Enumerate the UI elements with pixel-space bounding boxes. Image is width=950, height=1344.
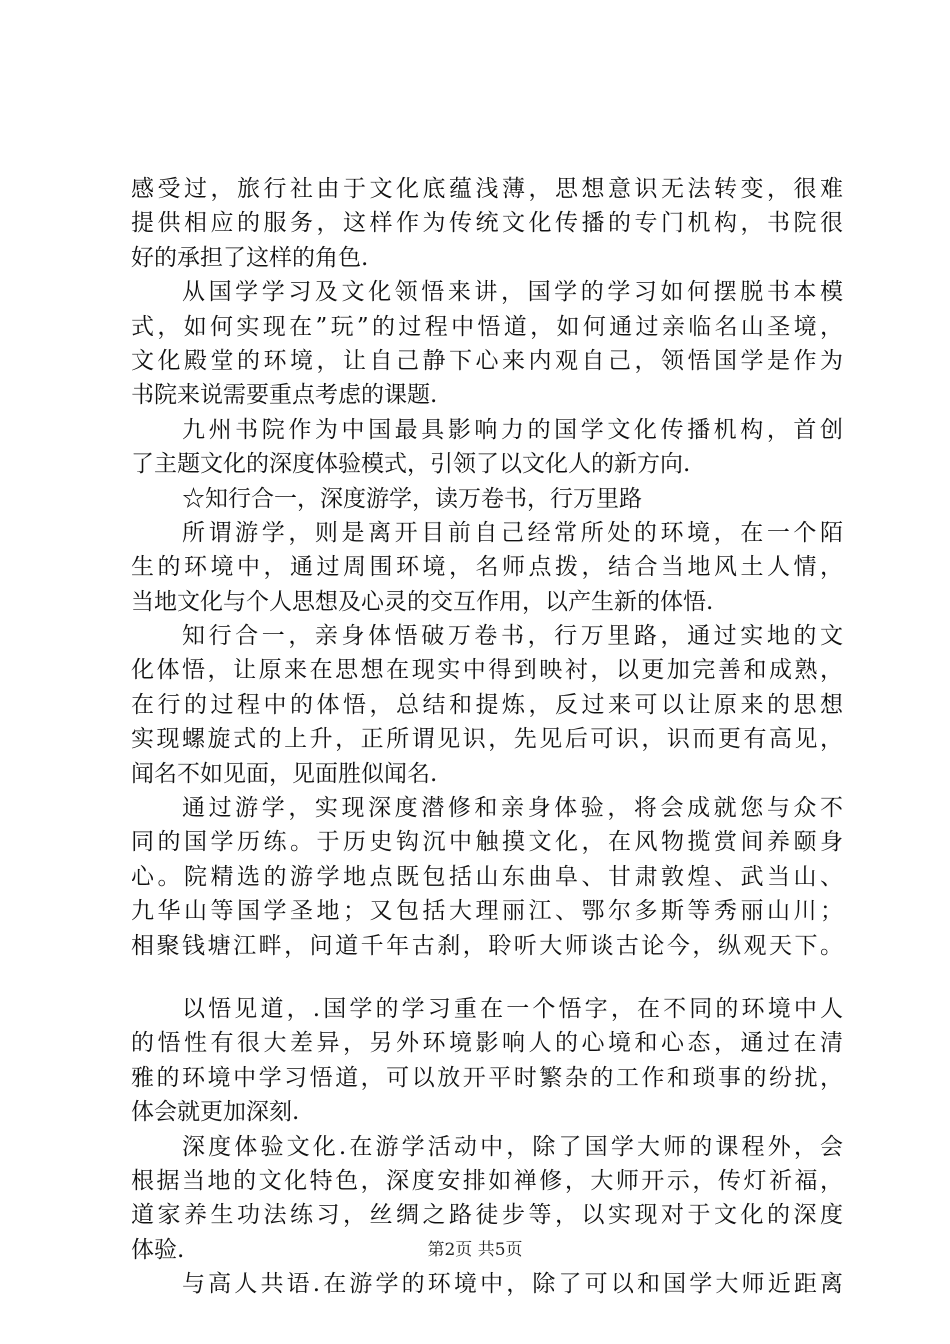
document-body	[131, 172, 843, 1302]
text-line: 九州书院作为中国最具影响力的国学文化传播机构，首创	[182, 416, 843, 443]
text-line: 的悟性有很大差异，另外环境影响人的心境和心态，通过在清	[131, 1030, 843, 1057]
text-line: 知行合一，亲身体悟破万卷书，行万里路，通过实地的文	[182, 623, 843, 650]
text-line: 在行的过程中的体悟，总结和提炼，反过来可以让原来的思想	[131, 691, 843, 718]
text-line: 相聚钱塘江畔，问道千年古刹，聆听大师谈古论今，纵观天下。	[131, 932, 843, 959]
text-line: 化体悟，让原来在思想在现实中得到映衬，以更加完善和成熟，	[131, 657, 843, 684]
text-line: 深度体验文化.在游学活动中，除了国学大师的课程外，会	[182, 1133, 843, 1160]
text-line: 当地文化与个人思想及心灵的交互作用，以产生新的体悟.	[131, 588, 714, 615]
text-line: 与高人共语.在游学的环境中，除了可以和国学大师近距离	[182, 1271, 843, 1298]
text-line: 感受过，旅行社由于文化底蕴浅薄，思想意识无法转变，很难	[131, 176, 843, 202]
text-line: 闻名不如见面，见面胜似闻名.	[131, 760, 438, 787]
text-line: 心。院精选的游学地点既包括山东曲阜、甘肃敦煌、武当山、	[131, 863, 843, 890]
text-line: 根据当地的文化特色，深度安排如禅修，大师开示，传灯祈福，	[131, 1167, 843, 1194]
text-block-1	[131, 172, 843, 963]
text-line: 通过游学，实现深度潜修和亲身体验，将会成就您与众不	[182, 795, 843, 822]
text-line: 体会就更加深刻.	[131, 1099, 300, 1126]
text-line: ☆知行合一，深度游学，读万卷书，行万里路	[182, 485, 642, 512]
text-line: 实现螺旋式的上升，正所谓见识，先见后可识，识而更有高见，	[131, 726, 843, 753]
text-line: 书院来说需要重点考虑的课题.	[131, 382, 438, 409]
text-line: 体验.	[131, 1236, 185, 1263]
text-line: 文化殿堂的环境，让自己静下心来内观自己，领悟国学是作为	[131, 347, 843, 374]
text-line: 九华山等国学圣地；又包括大理丽江、鄂尔多斯等秀丽山川；	[131, 898, 843, 925]
text-line: 好的承担了这样的角色.	[131, 244, 369, 271]
paragraph-gap	[131, 963, 843, 992]
text-line: 提供相应的服务，这样作为传统文化传播的专门机构，书院很	[131, 210, 843, 237]
page-footer: 第2页 共5页	[427, 1240, 523, 1260]
text-line: 同的国学历练。于历史钩沉中触摸文化，在风物揽赏间养颐身	[131, 829, 843, 856]
text-line: 了主题文化的深度体验模式，引领了以文化人的新方向.	[131, 451, 691, 478]
text-line: 生的环境中，通过周围环境，名师点拨，结合当地风土人情，	[131, 554, 843, 581]
text-line: 道家养生功法练习，丝绸之路徒步等，以实现对于文化的深度	[131, 1202, 843, 1229]
text-line: 从国学学习及文化领悟来讲，国学的学习如何摆脱书本模	[182, 279, 843, 306]
text-line: 所谓游学，则是离开目前自己经常所处的环境，在一个陌	[182, 519, 843, 546]
text-line: 式，如何实现在”玩”的过程中悟道，如何通过亲临名山圣境，	[131, 313, 843, 340]
text-line: 雅的环境中学习悟道，可以放开平时繁杂的工作和琐事的纷扰，	[131, 1064, 843, 1091]
text-line: 以悟见道，.国学的学习重在一个悟字，在不同的环境中人	[182, 995, 843, 1022]
